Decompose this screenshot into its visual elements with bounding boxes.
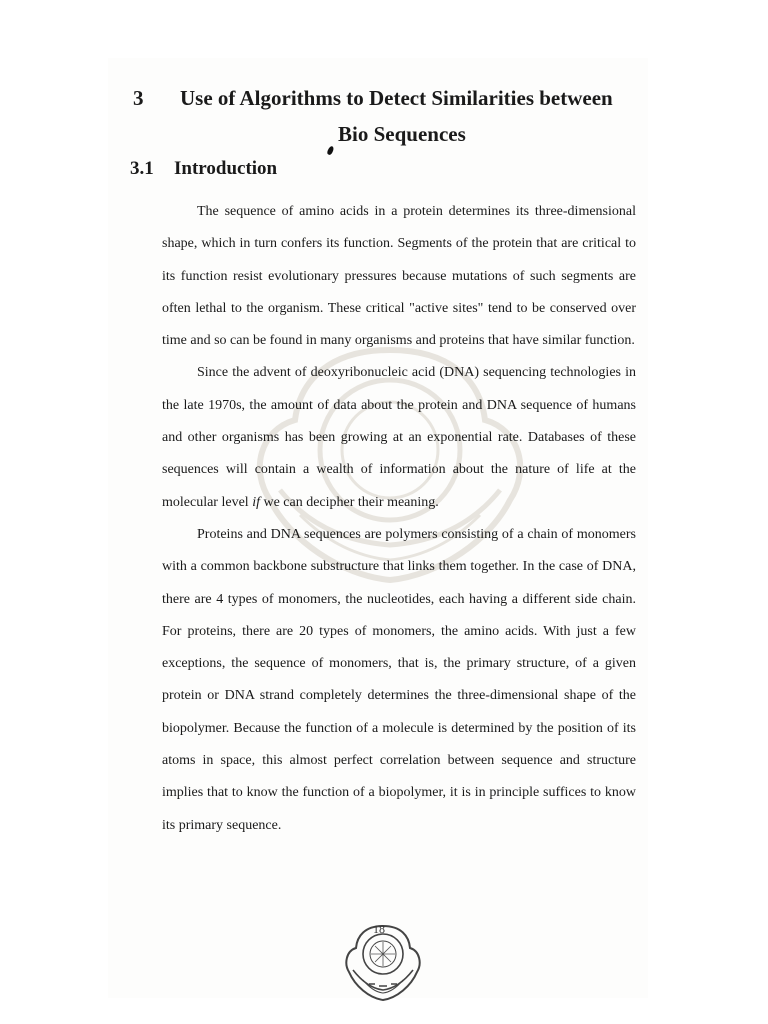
paragraph [162,357,636,518]
body-text [162,196,636,842]
section-title: Introduction [174,158,278,179]
paragraph: Proteins and DNA sequences are polymers consisting of a chain of monomers with a common backbone substructure that links them together. In the case of DNA, there are 4 types of monomers, the nucleotides, each having a different side chain. For proteins, there are 20 types of monomers, the amino acids. With just a few exceptions, the sequence of monomers, that is, the primary structure, of a given protein or DNA strand completely determines the three-dimensional shape of the biopolymer. Because the function of a molecule is determined by the position of its atoms in space, this almost perfect correlation between sequence and structure implies that to know the function of a biopolymer, it is in principle suffices to know its primary sequence. [162,526,636,833]
page-number: 18 [373,922,385,936]
section-number: 3.1 [130,158,154,179]
paragraph-text: we can decipher their meaning. [263,494,439,510]
paragraph: The sequence of amino acids in a protein determines its three-dimensional shape, which in turn confers its function. Segments of the protein that are critical to its function resist evolutionary pressures because mutations of such segments are often lethal to the organism. These critical "active sites" tend to be conserved over time and so can be found in many organisms and proteins that have similar function. [162,204,636,349]
chapter-title-line2: Bio Sequences [338,122,466,146]
chapter-title-line1: Use of Algorithms to Detect Similarities between [180,86,613,110]
chapter-number: 3 [133,86,144,110]
emphasis-text: if [252,494,260,510]
paragraph-text: Since the advent of deoxyribonucleic acid (DNA) sequencing technologies in the late 1970s, the amount of data about the protein and DNA sequence of humans and other organisms has been growing at an exponential rate. Databases of these sequences will contain a wealth of information about the nature of life at the molecular level [162,365,636,510]
